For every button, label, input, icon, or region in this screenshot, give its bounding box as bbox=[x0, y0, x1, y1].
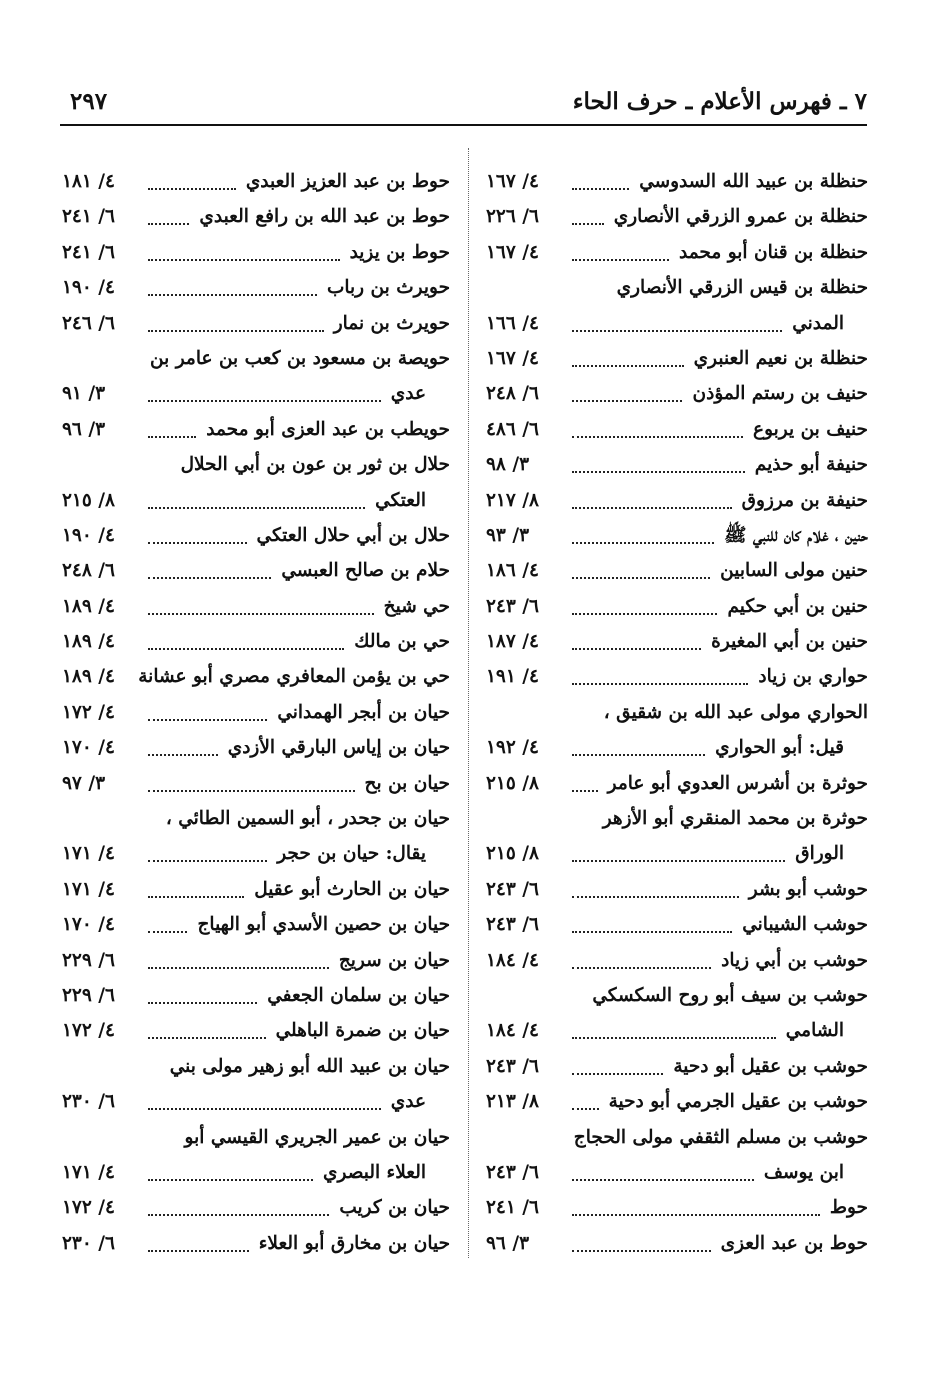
entry-name: حيان بن كريب bbox=[339, 1197, 450, 1219]
entry-reference: ٦/ ٢٢٩ bbox=[62, 984, 115, 1006]
entry-name: حنيفة بن مرزوق bbox=[741, 489, 868, 511]
leader-dots bbox=[572, 235, 669, 261]
leader-dots bbox=[572, 518, 714, 544]
index-entry bbox=[486, 872, 868, 907]
index-entry bbox=[62, 624, 450, 659]
leader-dots bbox=[148, 836, 267, 862]
leader-dots bbox=[572, 164, 629, 190]
leader-dots bbox=[148, 730, 218, 756]
leader-dots bbox=[572, 553, 710, 579]
index-entry bbox=[62, 412, 450, 447]
leader-dots bbox=[572, 341, 684, 367]
index-entry bbox=[62, 1155, 450, 1190]
leader-dots bbox=[148, 1155, 313, 1181]
index-entry bbox=[62, 659, 450, 694]
leader-dots bbox=[148, 412, 196, 438]
entry-reference: ٤/ ١٨٩ bbox=[62, 595, 115, 617]
entry-name: حيان بن عمير الجريري القيسي أبو bbox=[184, 1126, 450, 1148]
entry-reference: ٤/ ١٨٤ bbox=[486, 949, 539, 971]
entry-name: حلال بن ثور بن عون بن أبي الحلال bbox=[180, 454, 450, 476]
entry-reference: ٤/ ١٦٧ bbox=[486, 171, 539, 192]
entry-reference: ٤/ ١٦٧ bbox=[486, 347, 539, 369]
leader-dots bbox=[148, 1190, 329, 1216]
index-column-left bbox=[62, 164, 450, 1261]
entry-name: حي بن مالك bbox=[354, 631, 450, 653]
entry-name: حيان بن ضمرة الباهلي bbox=[275, 1020, 450, 1042]
entry-reference: ٤/ ١٨٧ bbox=[486, 631, 539, 653]
leader-dots bbox=[148, 589, 374, 615]
index-entry bbox=[62, 553, 450, 588]
index-entry bbox=[486, 1084, 868, 1119]
entry-reference: ٤/ ١٩٠ bbox=[62, 524, 115, 546]
leader-dots bbox=[148, 1013, 266, 1039]
index-entry bbox=[62, 518, 450, 553]
entry-reference: ٨/ ٢١٥ bbox=[486, 772, 539, 794]
index-entry bbox=[486, 589, 868, 624]
entry-reference: ٤/ ١٧٢ bbox=[62, 1020, 115, 1042]
entry-name: حنيفة أبو حذيم bbox=[754, 454, 868, 476]
entry-reference: ٤/ ١٨٩ bbox=[62, 631, 115, 653]
leader-dots bbox=[572, 447, 745, 473]
entry-name: حوط bbox=[829, 1197, 868, 1219]
entry-name: حنين مولى السابين bbox=[720, 560, 868, 582]
leader-dots bbox=[148, 270, 317, 296]
entry-name: حيان بن سلمان الجعفي bbox=[267, 984, 450, 1006]
entry-name: عدي bbox=[390, 383, 426, 405]
entry-name: قيل: أبو الحواري bbox=[715, 737, 844, 759]
entry-name: حوط بن عبد الله بن رافع العبدي bbox=[199, 206, 450, 228]
leader-dots bbox=[572, 1155, 754, 1181]
index-entry bbox=[486, 235, 868, 270]
entry-name: حي شيخ bbox=[383, 595, 450, 617]
entry-name: حوشب بن عقيل أبو دحية bbox=[673, 1055, 868, 1077]
entry-reference: ٤/ ١٧٠ bbox=[62, 737, 115, 759]
entry-name: حيان بن سريج bbox=[338, 949, 450, 971]
index-entry bbox=[486, 1120, 868, 1155]
page-header bbox=[60, 86, 867, 126]
index-entry bbox=[62, 730, 450, 765]
entry-name: حلال بن أبي حلال العتكي bbox=[256, 524, 450, 546]
entry-reference: ٤/ ١٦٦ bbox=[486, 312, 539, 334]
index-entry bbox=[486, 836, 868, 871]
leader-dots bbox=[572, 199, 604, 225]
entry-reference: ٤/ ١٧١ bbox=[62, 843, 115, 865]
index-entry bbox=[486, 1226, 868, 1261]
entry-name: حويطب بن عبد العزى أبو محمد bbox=[206, 418, 450, 440]
entry-reference: ٨/ ٢١٥ bbox=[486, 843, 539, 865]
leader-dots bbox=[572, 1049, 663, 1075]
entry-name: حوط بن عبد العزيز العبدي bbox=[245, 171, 450, 192]
leader-dots bbox=[148, 376, 381, 402]
entry-name: حنيف بن يربوع bbox=[753, 418, 868, 440]
index-entry bbox=[486, 447, 868, 482]
index-entry bbox=[62, 589, 450, 624]
index-entry bbox=[486, 483, 868, 518]
index-entry bbox=[486, 376, 868, 411]
entry-name: حيان بن مخارق أبو العلاء bbox=[258, 1232, 450, 1254]
leader-dots bbox=[572, 483, 732, 509]
entry-name: حنين ، غلام كان للنبي ﷺ bbox=[724, 524, 868, 546]
leader-dots bbox=[148, 235, 340, 261]
entry-name: حي بن يؤمن المعافري مصري أبو عشانة bbox=[138, 666, 450, 688]
page-number: ٢٩٧ bbox=[70, 88, 108, 115]
entry-reference: ٤/ ١٩٠ bbox=[62, 277, 115, 299]
entry-name: عدي bbox=[390, 1091, 426, 1113]
entry-name: حنظلة بن عمرو الزرقي الأنصاري bbox=[613, 206, 868, 228]
entry-reference: ٤/ ١٨١ bbox=[62, 171, 115, 192]
index-entry bbox=[62, 1120, 450, 1155]
leader-dots bbox=[572, 836, 785, 862]
index-entry bbox=[486, 412, 868, 447]
index-entry bbox=[62, 1049, 450, 1084]
entry-name: حويصة بن مسعود بن كعب بن عامر بن bbox=[150, 347, 450, 369]
entry-reference: ٦/ ٢٢٩ bbox=[62, 949, 115, 971]
entry-name: حيان بن إياس البارقي الأزدي bbox=[227, 737, 450, 759]
entry-name: ابن يوسف bbox=[763, 1161, 844, 1183]
entry-reference: ٣/ ٩١ bbox=[62, 383, 106, 405]
leader-dots bbox=[148, 164, 236, 190]
leader-dots bbox=[148, 978, 257, 1004]
entry-reference: ٤/ ١٨٩ bbox=[62, 666, 115, 688]
index-entry bbox=[486, 341, 868, 376]
leader-dots bbox=[148, 695, 267, 721]
entry-reference: ٦/ ٢٤١ bbox=[486, 1197, 539, 1219]
index-entry bbox=[62, 1013, 450, 1048]
leader-dots bbox=[148, 624, 344, 650]
header-title: ٧ ـ فهرس الأعلام ـ حرف الحاء bbox=[572, 88, 867, 115]
index-entry bbox=[486, 766, 868, 801]
leader-dots bbox=[572, 1226, 711, 1252]
index-entry bbox=[62, 235, 450, 270]
entry-name: حيان بن جحدر ، أبو السمين الطائي ، bbox=[165, 808, 450, 830]
entry-name: حوشب بن عقيل الجرمي أبو دحية bbox=[608, 1091, 868, 1113]
entry-name: حيان بن حصين الأسدي أبو الهياج bbox=[197, 914, 450, 936]
entry-name: يقال: حيان بن حجر bbox=[277, 843, 426, 865]
entry-name: حوشب بن سيف أبو روح السكسكي bbox=[592, 984, 868, 1006]
entry-name: حوثرة بن محمد المنقري أبو الأزهر bbox=[602, 808, 868, 830]
entry-reference: ٨/ ٢١٥ bbox=[62, 489, 115, 511]
index-entry bbox=[62, 1084, 450, 1119]
index-entry bbox=[62, 1226, 450, 1261]
index-entry bbox=[486, 943, 868, 978]
entry-reference: ٣/ ٩٨ bbox=[486, 454, 530, 476]
leader-dots bbox=[572, 659, 748, 685]
entry-reference: ٤/ ١٦٧ bbox=[486, 241, 539, 263]
entry-name: حنين بن أبي المغيرة bbox=[711, 631, 868, 653]
leader-dots bbox=[572, 1084, 599, 1110]
leader-dots bbox=[148, 553, 271, 579]
index-entry bbox=[62, 199, 450, 234]
leader-dots bbox=[572, 907, 732, 933]
entry-name: حوشب الشيباني bbox=[742, 914, 868, 936]
entry-reference: ٦/ ٢٣٠ bbox=[62, 1232, 115, 1254]
index-entry bbox=[486, 1013, 868, 1048]
entry-reference: ٤/ ١٨٦ bbox=[486, 560, 539, 582]
entry-name: حنين بن أبي حكيم bbox=[727, 595, 868, 617]
entry-name: حوثرة بن أشرس العدوي أبو عامر bbox=[607, 772, 868, 794]
index-entry bbox=[486, 270, 868, 305]
entry-reference: ٣/ ٩٦ bbox=[62, 418, 106, 440]
index-entry bbox=[62, 376, 450, 411]
index-entry bbox=[62, 872, 450, 907]
index-entry bbox=[62, 801, 450, 836]
entry-name: حنظلة بن قنان أبو محمد bbox=[679, 241, 868, 263]
entry-name: حلام بن صالح العبسي bbox=[281, 560, 450, 582]
entry-name: حنظلة بن عبيد الله السدوسي bbox=[639, 171, 868, 192]
leader-dots bbox=[572, 730, 705, 756]
entry-reference: ٦/ ٢٤٣ bbox=[486, 595, 539, 617]
entry-reference: ٦/ ٤٨٦ bbox=[486, 418, 539, 440]
entry-reference: ٦/ ٢٣٠ bbox=[62, 1091, 115, 1113]
leader-dots bbox=[148, 199, 189, 225]
leader-dots bbox=[148, 483, 365, 509]
index-entry bbox=[62, 978, 450, 1013]
index-entry bbox=[486, 199, 868, 234]
leader-dots bbox=[572, 306, 782, 332]
index-entry bbox=[486, 553, 868, 588]
entry-reference: ٦/ ٢٤١ bbox=[62, 241, 115, 263]
entry-reference: ٨/ ٢١٣ bbox=[486, 1091, 539, 1113]
entry-reference: ٤/ ١٧١ bbox=[62, 878, 115, 900]
entry-reference: ٦/ ٢٤٣ bbox=[486, 1161, 539, 1183]
index-entry bbox=[486, 978, 868, 1013]
index-entry bbox=[486, 518, 868, 553]
leader-dots bbox=[572, 1013, 776, 1039]
index-entry bbox=[62, 695, 450, 730]
leader-dots bbox=[572, 376, 682, 402]
index-entry bbox=[62, 447, 450, 482]
entry-name: المدني bbox=[792, 312, 844, 334]
index-entry bbox=[486, 659, 868, 694]
entry-reference: ٦/ ٢٤٣ bbox=[486, 914, 539, 936]
leader-dots bbox=[572, 766, 598, 792]
index-entry bbox=[486, 1155, 868, 1190]
entry-reference: ٤/ ١٧٢ bbox=[62, 1197, 115, 1219]
leader-dots bbox=[148, 1226, 249, 1252]
index-entry bbox=[62, 341, 450, 376]
entry-name: العتكي bbox=[375, 489, 426, 511]
index-entry bbox=[486, 1190, 868, 1225]
index-entry bbox=[62, 483, 450, 518]
index-entry bbox=[486, 1049, 868, 1084]
index-entry bbox=[62, 1190, 450, 1225]
entry-name: حويرث بن نمار bbox=[333, 312, 450, 334]
leader-dots bbox=[572, 624, 701, 650]
entry-name: الشامي bbox=[785, 1020, 844, 1042]
index-entry bbox=[62, 907, 450, 942]
index-entry bbox=[486, 907, 868, 942]
index-entry bbox=[486, 730, 868, 765]
entry-reference: ٤/ ١٧٠ bbox=[62, 914, 115, 936]
leader-dots bbox=[572, 1190, 820, 1216]
leader-dots bbox=[148, 907, 187, 933]
index-entry bbox=[486, 164, 868, 199]
leader-dots bbox=[148, 518, 247, 544]
entry-name: الحواري مولى عبد الله بن شقيق ، bbox=[603, 701, 868, 723]
leader-dots bbox=[148, 943, 329, 969]
leader-dots bbox=[148, 872, 244, 898]
index-entry bbox=[486, 801, 868, 836]
entry-reference: ٣/ ٩٧ bbox=[62, 772, 106, 794]
leader-dots bbox=[572, 872, 739, 898]
entry-reference: ٦/ ٢٤٣ bbox=[486, 878, 539, 900]
entry-reference: ٦/ ٢٤١ bbox=[62, 206, 115, 228]
entry-reference: ٦/ ٢٤٨ bbox=[62, 560, 115, 582]
entry-name: حواري بن زياد bbox=[758, 666, 868, 688]
entry-reference: ٤/ ١٧١ bbox=[62, 1161, 115, 1183]
entry-name: الوراق bbox=[795, 843, 844, 865]
index-entry bbox=[62, 164, 450, 199]
leader-dots bbox=[148, 1084, 381, 1110]
index-column-right bbox=[486, 164, 868, 1261]
entry-reference: ٤/ ١٧٢ bbox=[62, 701, 115, 723]
entry-reference: ٣/ ٩٦ bbox=[486, 1232, 530, 1254]
entry-name: حيان بن أبجر الهمداني bbox=[277, 701, 450, 723]
index-entry bbox=[62, 766, 450, 801]
entry-name: حنظلة بن نعيم العنبري bbox=[693, 347, 868, 369]
entry-name: حنظلة بن قيس الزرقي الأنصاري bbox=[616, 277, 868, 299]
entry-name: حويرث بن رباب bbox=[326, 277, 450, 299]
entry-reference: ٤/ ١٨٤ bbox=[486, 1020, 539, 1042]
entry-name: حيان بن بح bbox=[364, 772, 450, 794]
entry-name: العلاء البصري bbox=[323, 1161, 426, 1183]
index-entry bbox=[62, 270, 450, 305]
index-entry bbox=[62, 943, 450, 978]
entry-reference: ٦/ ٢٢٦ bbox=[486, 206, 539, 228]
column-divider bbox=[468, 148, 469, 1258]
entry-name: حيان بن الحارث أبو عقيل bbox=[254, 878, 450, 900]
leader-dots bbox=[572, 412, 743, 438]
index-entry bbox=[62, 306, 450, 341]
leader-dots bbox=[572, 589, 717, 615]
entry-name: حوط بن عبد العزى bbox=[720, 1232, 868, 1254]
entry-reference: ٦/ ٢٤٣ bbox=[486, 1055, 539, 1077]
entry-reference: ٤/ ١٩٢ bbox=[486, 737, 539, 759]
leader-dots bbox=[148, 306, 324, 332]
index-entry bbox=[486, 695, 868, 730]
entry-name: حوشب أبو بشر bbox=[748, 878, 868, 900]
entry-reference: ٤/ ١٩١ bbox=[486, 666, 539, 688]
entry-name: حنيف بن رستم المؤذن bbox=[692, 383, 868, 405]
entry-reference: ٦/ ٢٤٦ bbox=[62, 312, 115, 334]
entry-reference: ٣/ ٩٣ bbox=[486, 524, 530, 546]
entry-name: حوط بن يزيد bbox=[349, 241, 450, 263]
entry-reference: ٦/ ٢٤٨ bbox=[486, 383, 539, 405]
index-entry bbox=[486, 306, 868, 341]
leader-dots bbox=[148, 766, 355, 792]
index-entry bbox=[486, 624, 868, 659]
entry-name: حوشب بن مسلم الثقفي مولى الحجاج bbox=[573, 1126, 868, 1148]
entry-reference: ٨/ ٢١٧ bbox=[486, 489, 539, 511]
leader-dots bbox=[572, 943, 711, 969]
entry-name: حوشب بن أبي زياد bbox=[721, 949, 868, 971]
entry-name: حيان بن عبيد الله أبو زهير مولى بني bbox=[169, 1055, 450, 1077]
index-entry bbox=[62, 836, 450, 871]
